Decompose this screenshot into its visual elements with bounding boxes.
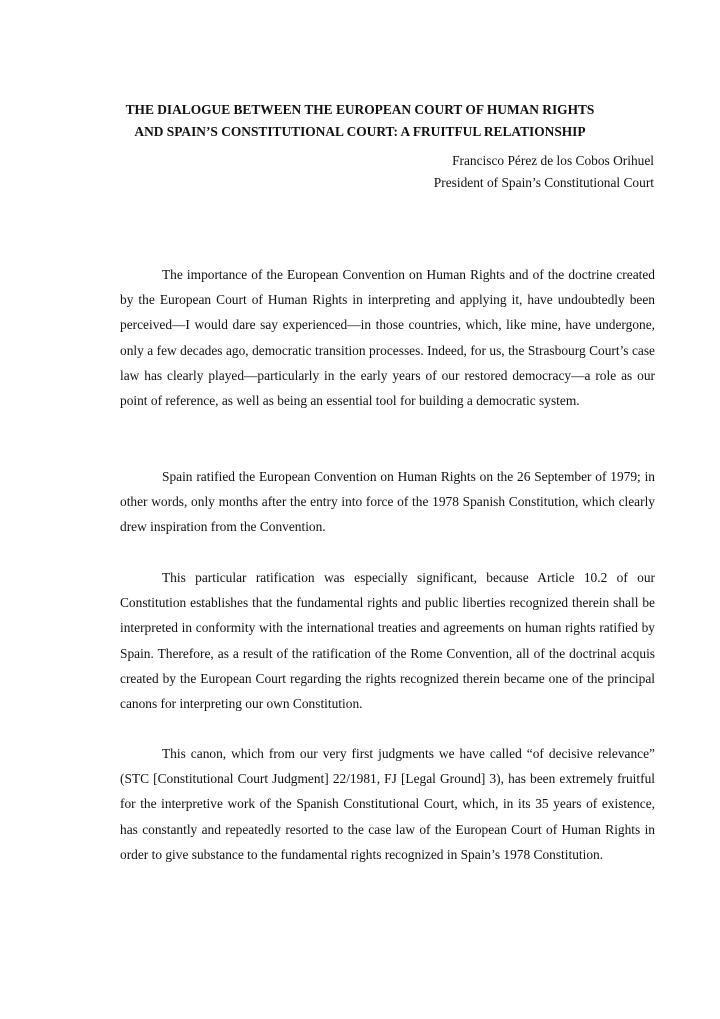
author-name: Francisco Pérez de los Cobos Orihuel [452,153,654,168]
document-title [60,99,660,143]
title-line: AND SPAIN’S CONSTITUTIONAL COURT: A FRUITFUL RELATIONSHIP [134,124,586,139]
author-block [434,150,654,194]
paragraph: This particular ratification was especially significant, because Article 10.2 of our Constitution establishes that the fundamental rights and public liberties recognized therein shall be interpreted in conformity with the international treaties and agreements on human rights ratified by Spain. Therefore, as a result of the ratification of the Rome Convention, all of the doctrinal acquis created by the European Court regarding the rights recognized therein became one of the principal canons for interpreting our own Constitution. [120,570,655,712]
paragraph: The importance of the European Convention on Human Rights and of the doctrine created by the European Court of Human Rights in interpreting and applying it, have undoubtedly been perceived—I would dare say experienced—in those countries, which, like mine, have undergone, only a few decades ago, democratic transition processes. Indeed, for us, the Strasbourg Court’s case law has clearly played—particularly in the early years of our restored democracy—a role as our point of reference, as well as being an essential tool for building a democratic system. [120,267,655,409]
paragraph: Spain ratified the European Convention on Human Rights on the 26 September of 1979; in other words, only months after the entry into force of the 1978 Spanish Constitution, which clearly drew inspiration from the Convention. [120,469,655,535]
title-line: THE DIALOGUE BETWEEN THE EUROPEAN COURT OF HUMAN RIGHTS [125,102,595,117]
paragraph: This canon, which from our very first judgments we have called “of decisive relevance” (STC [Constitutional Court Judgment] 22/1981, FJ [Legal Ground] 3), has been extremely fruitful for the interpretive work of the Spanish Constitutional Court, which, in its 35 years of existence, has constantly and repeatedly resorted to the case law of the European Court of Human Rights in order to give substance to the fundamental rights recognized in Spain’s 1978 Constitution. [120,746,655,862]
author-role: President of Spain’s Constitutional Court [433,175,654,190]
